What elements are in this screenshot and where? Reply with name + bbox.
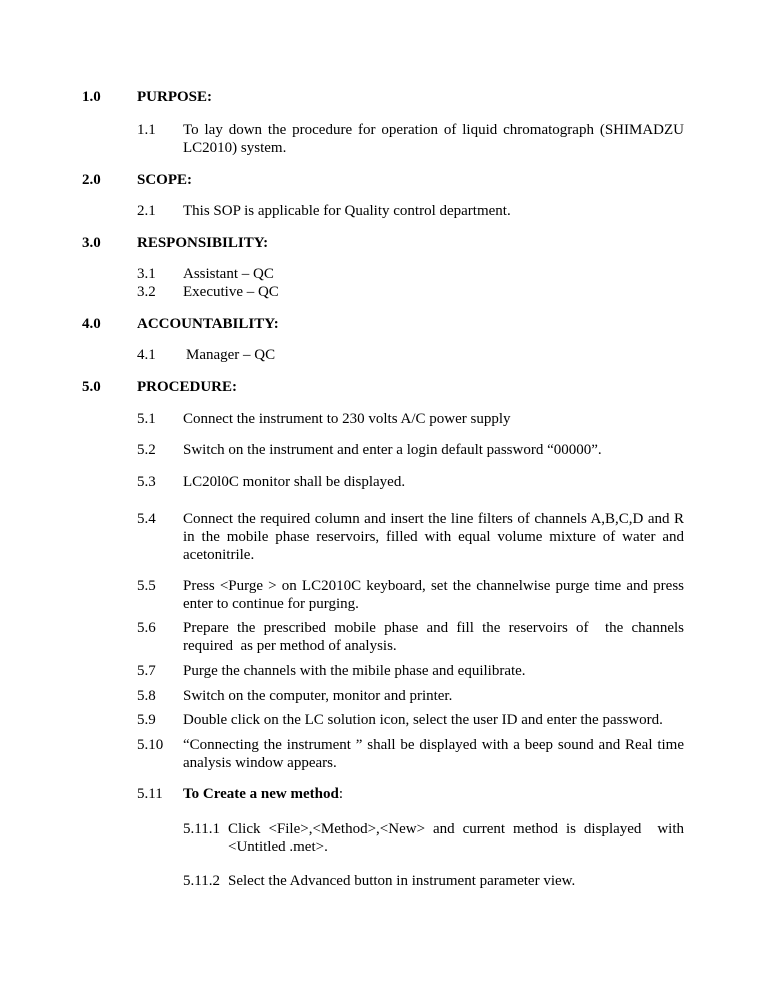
item-text: Select the Advanced button in instrument parameter view. (228, 873, 576, 889)
item-number: 5.3 (137, 474, 156, 490)
item-text: Executive – QC (183, 284, 279, 300)
item-number: 5.11.2 (183, 873, 220, 889)
item-text: Switch on the instrument and enter a login default password “00000”. (183, 442, 602, 458)
section-title: PROCEDURE: (137, 379, 237, 395)
item-text: To lay down the procedure for operation of liquid chromatograph (SHIMADZU LC2010) system. (183, 122, 684, 156)
item-number: 5.9 (137, 712, 156, 728)
item-text: LC20l0C monitor shall be displayed. (183, 474, 406, 490)
item-text: To Create a new method (183, 786, 339, 802)
item-text: This SOP is applicable for Quality control department. (183, 203, 511, 219)
item-text: Prepare the prescribed mobile phase and fill the reservoirs of the channels required as per method of analysis. (183, 620, 688, 654)
item-number: 2.1 (137, 203, 156, 219)
section-number: 3.0 (82, 235, 101, 251)
item-number: 5.11 (137, 786, 163, 802)
item-number: 5.1 (137, 411, 156, 427)
item-number: 4.1 (137, 347, 156, 363)
section-number: 4.0 (82, 316, 101, 332)
section-title: RESPONSIBILITY: (137, 235, 269, 251)
item-text: Connect the instrument to 230 volts A/C power supply (183, 411, 511, 427)
item-number: 5.2 (137, 442, 156, 458)
item-number: 5.5 (137, 578, 156, 594)
item-text: Purge the channels with the mibile phase and equilibrate. (183, 663, 526, 679)
item-number: 3.2 (137, 284, 156, 300)
section-title: ACCOUNTABILITY: (137, 316, 279, 332)
item-text: “Connecting the instrument ” shall be displayed with a beep sound and Real time analysis window appears. (183, 737, 684, 771)
section-number: 2.0 (82, 172, 101, 188)
section-number: 1.0 (82, 89, 101, 105)
section-number: 5.0 (82, 379, 101, 395)
item-number: 5.6 (137, 620, 156, 636)
item-number: 5.8 (137, 688, 156, 704)
section-title: PURPOSE: (137, 89, 212, 105)
item-text: Assistant – QC (183, 266, 274, 282)
item-number: 3.1 (137, 266, 156, 282)
item-text: Press <Purge > on LC2010C keyboard, set the channelwise purge time and press enter to continue for purging. (183, 578, 684, 612)
item-suffix: : (338, 786, 343, 802)
item-number: 5.7 (137, 663, 156, 679)
item-text: Double click on the LC solution icon, select the user ID and enter the password. (183, 712, 663, 728)
item-text: Switch on the computer, monitor and printer. (183, 688, 453, 704)
item-text: Click <File>,<Method>,<New> and current method is displayed with <Untitled .met>. (228, 821, 688, 855)
section-title: SCOPE: (137, 172, 193, 188)
item-text: Connect the required column and insert the line filters of channels A,B,C,D and R in the mobile phase reservoirs, filled with equal volume mixture of water and acetonitrile. (183, 511, 684, 563)
item-text: Manager – QC (186, 347, 276, 363)
item-number: 5.10 (137, 737, 164, 753)
item-number: 5.4 (137, 511, 156, 527)
item-number: 1.1 (137, 122, 156, 138)
item-number: 5.11.1 (183, 821, 220, 837)
